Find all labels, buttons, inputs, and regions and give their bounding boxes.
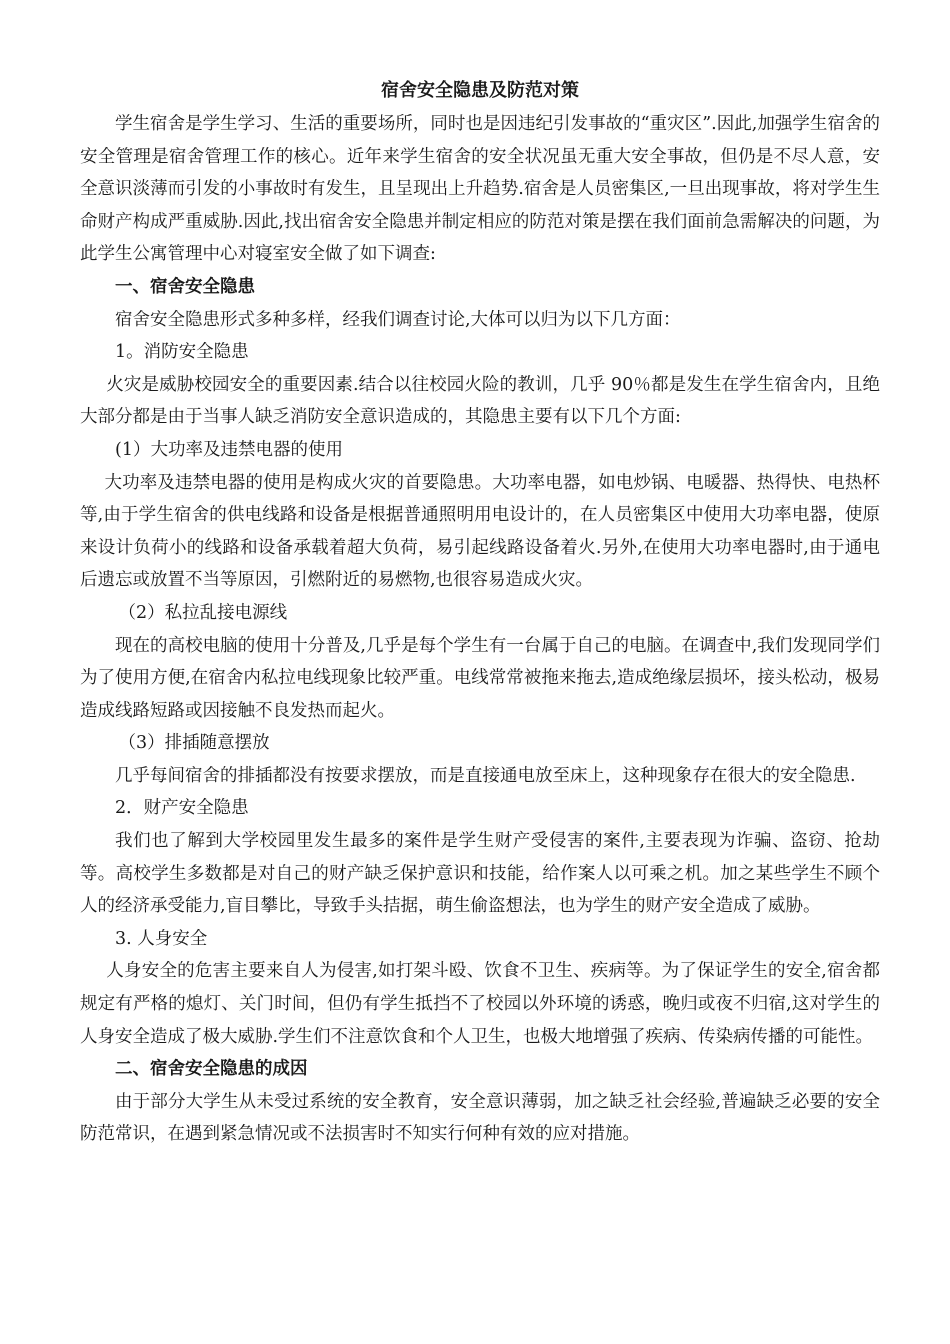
- section1-heading: 一、宿舍安全隐患: [115, 276, 255, 297]
- sub3-paragraph: 人身安全的危害主要来自人为侵害,如打架斗殴、饮食不卫生、疾病等。为了保证学生的安全,宿舍都规定有严格的熄灯、关门时间，但仍有学生抵挡不了校园以外环境的诱惑，晚归或夜不归宿,这对学生的人身安全造成了极大威胁.学生们不注意饮食和个人卫生，也极大地增强了疾病、传染病传播的可能性。: [80, 961, 880, 1047]
- section2-paragraph: 由于部分大学生从未受过系统的安全教育，安全意识薄弱，加之缺乏社会经验,普遍缺乏必要的安全防范常识，在遇到紧急情况或不法损害时不知实行何种有效的应对措施。: [80, 1091, 880, 1145]
- sub2-heading: 2．财产安全隐患: [115, 798, 249, 819]
- section2-heading: 二、宿舍安全隐患的成因: [115, 1059, 308, 1080]
- item2-paragraph: 现在的高校电脑的使用十分普及,几乎是每个学生有一台属于自己的电脑。在调查中,我们发现同学们为了使用方便,在宿舍内私拉电线现象比较严重。电线常常被拖来拖去,造成绝缘层损坏，接头松动，极易造成线路短路或因接触不良发热而起火。: [80, 635, 880, 721]
- intro-paragraph: 学生宿舍是学生学习、生活的重要场所，同时也是因违纪引发事故的“重灾区”.因此,加强学生宿舍的安全管理是宿舍管理工作的核心。近年来学生宿舍的安全状况虽无重大安全事故，但仍是不尽人意，安全意识淡薄而引发的小事故时有发生，且呈现出上升趋势.宿舍是人员密集区,一旦出现事故，将对学生生命财产构成严重威胁.因此,找出宿舍安全隐患并制定相应的防范对策是摆在我们面前急需解决的问题，为此学生公寓管理中心对寝室安全做了如下调查:: [80, 114, 880, 265]
- sub1-heading: 1。消防安全隐患: [115, 342, 249, 363]
- item1-paragraph: 大功率及违禁电器的使用是构成火灾的首要隐患。大功率电器，如电炒锅、电暖器、热得快、电热杯等,由于学生宿舍的供电线路和设备是根据普通照明用电设计的，在人员密集区中使用大功率电器，使原来设计负荷小的线路和设备承载着超大负荷，易引起线路设备着火.另外,在使用大功率电器时,由于通电后遗忘或放置不当等原因，引燃附近的易燃物,也很容易造成火灾。: [80, 472, 880, 591]
- sub3-heading: 3. 人身安全: [115, 928, 208, 949]
- item2-heading: （2）私拉乱接电源线: [118, 602, 288, 623]
- document-page: [80, 74, 880, 1151]
- item1-heading: (1）大功率及违禁电器的使用: [115, 439, 343, 460]
- sub1-paragraph: 火灾是威胁校园安全的重要因素.结合以往校园火险的教训，几乎 90％都是发生在学生宿舍内，且绝大部分都是由于当事人缺乏消防安全意识造成的，其隐患主要有以下几个方面:: [80, 374, 880, 428]
- section1-intro: 宿舍安全隐患形式多种多样，经我们调查讨论,大体可以归为以下几方面：: [115, 309, 681, 330]
- sub2-paragraph: 我们也了解到大学校园里发生最多的案件是学生财产受侵害的案件,主要表现为诈骗、盗窃、抢劫等。高校学生多数都是对自己的财产缺乏保护意识和技能，给作案人以可乘之机。加之某些学生不顾个人的经济承受能力,盲目攀比，导致手头拮据，萌生偷盗想法，也为学生的财产安全造成了威胁。: [80, 831, 880, 917]
- item3-heading: （3）排插随意摆放: [118, 733, 270, 754]
- item3-paragraph: 几乎每间宿舍的排插都没有按要求摆放，而是直接通电放至床上，这种现象存在很大的安全隐患.: [115, 765, 856, 786]
- document-title: 宿舍安全隐患及防范对策: [381, 80, 579, 101]
